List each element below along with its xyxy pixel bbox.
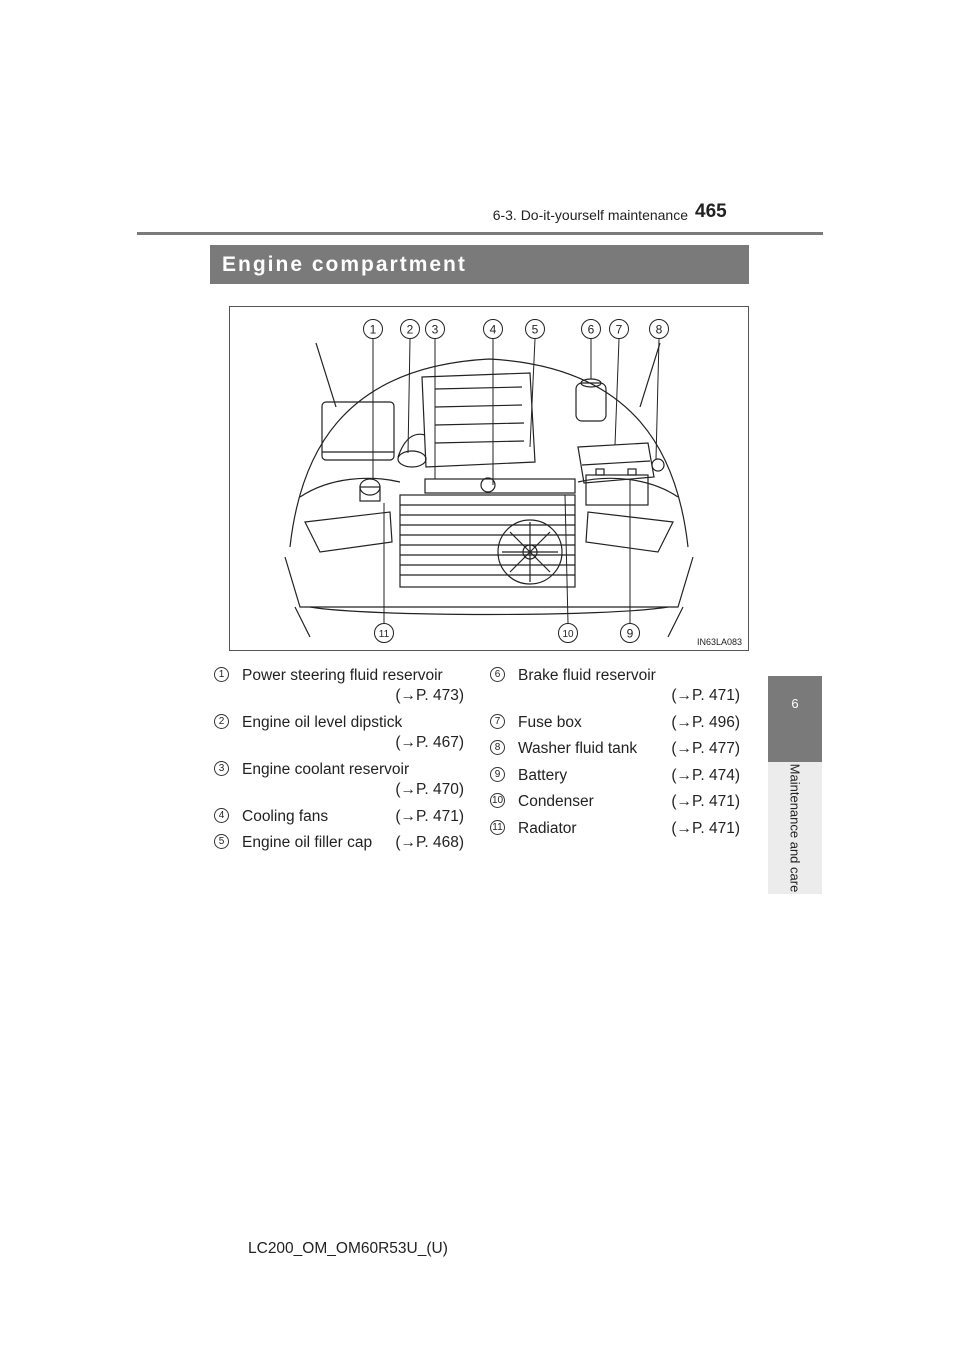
legend-item bbox=[214, 666, 464, 707]
legend-label: Engine oil level dipstick bbox=[242, 713, 403, 731]
number-badge: 5 bbox=[214, 834, 229, 849]
svg-text:7: 7 bbox=[615, 322, 623, 337]
number-badge: 7 bbox=[490, 714, 505, 729]
number-badge: 6 bbox=[490, 667, 505, 682]
legend-item bbox=[490, 766, 740, 786]
page-reference: (→P. 467) bbox=[395, 734, 464, 752]
page-reference: (→P. 468) bbox=[395, 834, 464, 852]
legend-label: Power steering fluid reservoir bbox=[242, 667, 443, 684]
legend-item bbox=[214, 807, 464, 827]
chapter-title: Maintenance and care bbox=[787, 763, 803, 893]
svg-text:10: 10 bbox=[562, 629, 574, 640]
legend-item bbox=[490, 666, 740, 707]
callout-7 bbox=[610, 320, 629, 339]
legend-label: Washer fluid tank bbox=[518, 740, 638, 758]
legend-item bbox=[214, 713, 464, 754]
page-reference: (→P. 471) bbox=[671, 687, 740, 705]
callout-8 bbox=[650, 320, 669, 339]
number-badge: 8 bbox=[490, 740, 505, 755]
callout-2 bbox=[401, 320, 420, 339]
callout-5 bbox=[526, 320, 545, 339]
number-badge: 4 bbox=[214, 808, 229, 823]
number-badge: 10 bbox=[491, 795, 504, 807]
legend-label: Engine coolant reservoir bbox=[242, 760, 410, 778]
callout-4 bbox=[484, 320, 503, 339]
svg-text:8: 8 bbox=[655, 322, 663, 337]
figure-code: IN63LA083 bbox=[696, 637, 742, 647]
header-rule bbox=[137, 232, 823, 235]
engine-compartment-figure bbox=[229, 306, 749, 651]
number-badge: 1 bbox=[214, 667, 229, 682]
page-number: 465 bbox=[695, 201, 727, 222]
chapter-tab-label bbox=[768, 762, 822, 894]
number-badge: 11 bbox=[490, 820, 505, 835]
legend-label: Brake fluid reservoir bbox=[518, 667, 656, 684]
page-reference: (→P. 496) bbox=[671, 713, 740, 731]
svg-text:1: 1 bbox=[369, 322, 377, 337]
page-reference: (→P. 471) bbox=[395, 807, 464, 825]
document-code-footer: LC200_OM_OM60R53U_(U) bbox=[248, 1240, 448, 1257]
section-title-bar bbox=[210, 245, 749, 284]
legend-item bbox=[490, 713, 740, 733]
page-reference: (→P. 473) bbox=[395, 687, 464, 705]
legend-label: Radiator bbox=[518, 819, 577, 837]
engine-illustration bbox=[230, 307, 748, 650]
running-header-section: 6-3. Do-it-yourself maintenance bbox=[492, 207, 688, 223]
page-reference: (→P. 477) bbox=[671, 740, 740, 758]
svg-text:9: 9 bbox=[626, 626, 634, 641]
chapter-number: 6 bbox=[791, 696, 799, 711]
legend-item bbox=[490, 792, 740, 812]
svg-text:11: 11 bbox=[378, 629, 390, 640]
svg-text:2: 2 bbox=[406, 322, 414, 337]
callout-6 bbox=[582, 320, 601, 339]
svg-text:6: 6 bbox=[587, 322, 595, 337]
legend-left-column bbox=[214, 666, 464, 860]
page-reference: (→P. 474) bbox=[671, 766, 740, 784]
legend-label: Cooling fans bbox=[242, 807, 329, 825]
legend-right-column bbox=[490, 666, 740, 845]
number-badge: 3 bbox=[214, 761, 229, 776]
svg-text:5: 5 bbox=[531, 322, 539, 337]
legend-label: Engine oil filler cap bbox=[242, 834, 373, 852]
legend-label: Battery bbox=[518, 766, 568, 784]
callout-10 bbox=[559, 624, 578, 643]
number-badge: 9 bbox=[490, 767, 505, 782]
page-reference: (→P. 471) bbox=[671, 819, 740, 837]
legend-item bbox=[214, 833, 464, 853]
chapter-tab bbox=[768, 676, 822, 762]
callout-3 bbox=[426, 320, 445, 339]
legend-item bbox=[490, 739, 740, 759]
legend-item bbox=[214, 760, 464, 801]
svg-text:4: 4 bbox=[489, 322, 497, 337]
callout-11 bbox=[375, 624, 394, 643]
svg-text:3: 3 bbox=[431, 322, 439, 337]
page-reference: (→P. 471) bbox=[671, 793, 740, 811]
page-reference: (→P. 470) bbox=[395, 781, 464, 799]
section-title: Engine compartment bbox=[222, 252, 467, 276]
callout-1 bbox=[364, 320, 383, 339]
number-badge: 2 bbox=[214, 714, 229, 729]
legend-label: Condenser bbox=[518, 793, 594, 811]
legend-item bbox=[490, 819, 740, 839]
legend-label: Fuse box bbox=[518, 713, 582, 731]
callout-9 bbox=[621, 624, 640, 643]
